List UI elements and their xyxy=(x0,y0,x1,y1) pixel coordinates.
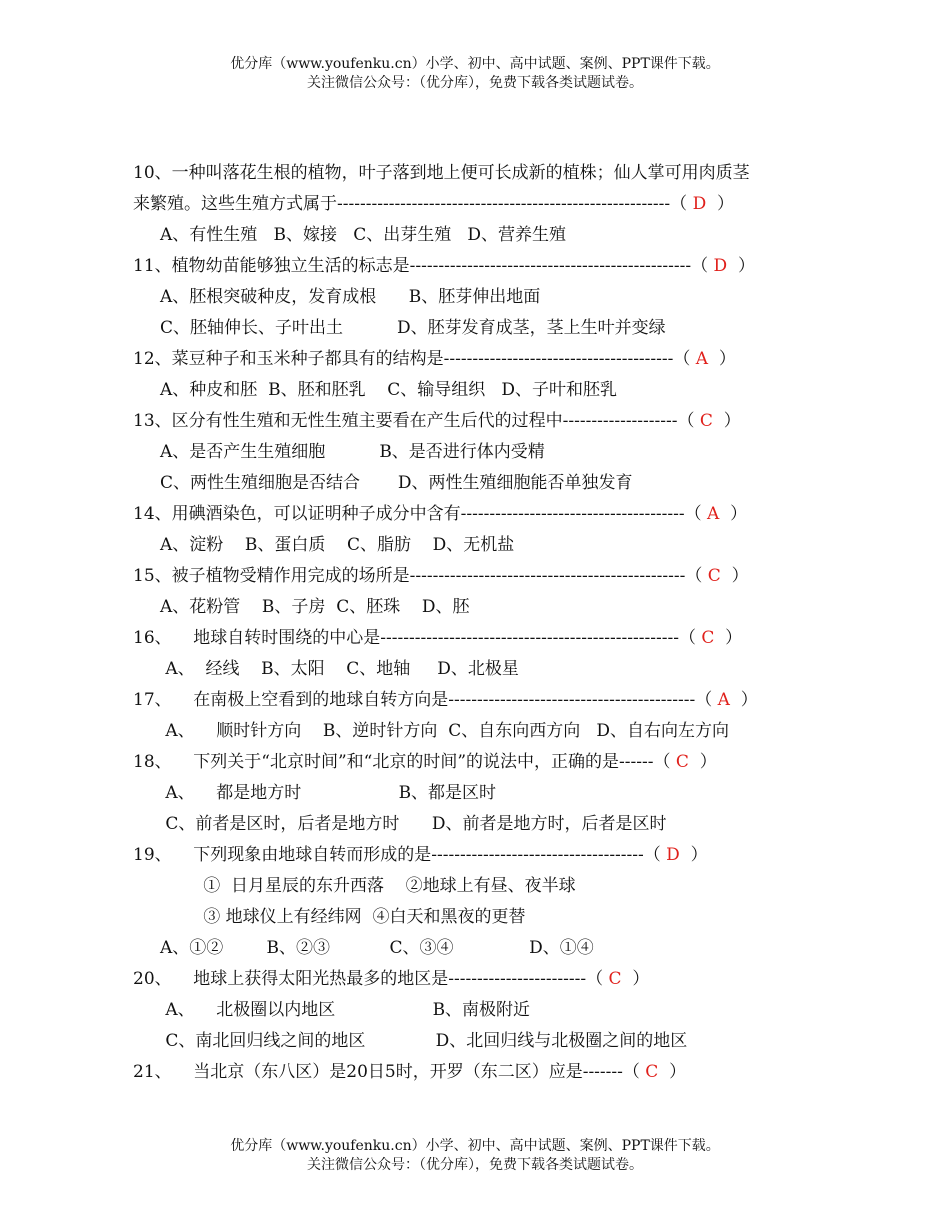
answer-close-paren: ） xyxy=(737,256,755,276)
question-item xyxy=(133,251,823,344)
option-text: A、淀粉 B、蛋白质 C、脂肪 D、无机盐 xyxy=(160,535,515,555)
question-item xyxy=(133,840,823,964)
question-item xyxy=(133,406,823,499)
option-line xyxy=(133,468,823,499)
answer-mark: C xyxy=(702,566,732,586)
option-text: A、胚根突破种皮，发育成根 B、胚芽伸出地面 xyxy=(160,287,541,307)
answer-mark: A xyxy=(712,690,741,710)
option-text: ① 日月星辰的东升西落 ②地球上有昼、夜半球 xyxy=(160,876,576,896)
question-stem-text: 19、 下列现象由地球自转而形成的是-------------------------------------（ xyxy=(133,845,661,865)
answer-close-paren: ） xyxy=(731,566,749,586)
option-line xyxy=(133,592,823,623)
question-item xyxy=(133,685,823,747)
option-text: ③ 地球仪上有经纬网 ④白天和黑夜的更替 xyxy=(160,907,526,927)
question-stem-line xyxy=(133,406,823,437)
question-stem-text: 16、 地球自转时围绕的中心是----------------------------------------------------（ xyxy=(133,628,696,648)
question-item xyxy=(133,747,823,840)
option-text: C、胚轴伸长、子叶出土 D、胚芽发育成茎，茎上生叶并变绿 xyxy=(160,318,666,338)
option-line xyxy=(133,995,823,1026)
question-stem-text: 20、 地球上获得太阳光热最多的地区是------------------------（ xyxy=(133,969,604,989)
answer-mark: D xyxy=(660,845,691,865)
answer-close-paren: ） xyxy=(740,690,758,710)
answer-close-paren: ） xyxy=(699,752,717,772)
answer-mark: C xyxy=(603,969,633,989)
question-stem-text: 10、一种叫落花生根的植物，叶子落到地上便可长成新的植株；仙人掌可用肉质茎 xyxy=(133,163,750,183)
option-line xyxy=(133,871,823,902)
question-item xyxy=(133,499,823,561)
question-list xyxy=(133,158,823,1088)
answer-mark: C xyxy=(670,752,700,772)
option-line xyxy=(133,778,823,809)
option-text: A、是否产生生殖细胞 B、是否进行体内受精 xyxy=(160,442,545,462)
question-stem-line xyxy=(133,623,823,654)
question-stem-text: 11、植物幼苗能够独立生活的标志是-------------------------------------------------（ xyxy=(133,256,709,276)
answer-close-paren: ） xyxy=(725,628,743,648)
header-line-1: 优分库（www.youfenku.cn）小学、初中、高中试题、案例、PPT课件下载。 xyxy=(230,56,720,72)
question-stem-line xyxy=(133,685,823,716)
question-stem-text: 17、 在南极上空看到的地球自转方向是-------------------------------------------（ xyxy=(133,690,713,710)
option-line xyxy=(133,282,823,313)
question-stem-text: 15、被子植物受精作用完成的场所是------------------------------------------------（ xyxy=(133,566,703,586)
question-stem-line xyxy=(133,499,823,530)
option-line xyxy=(133,933,823,964)
question-item xyxy=(133,964,823,1057)
option-line xyxy=(133,437,823,468)
question-item xyxy=(133,561,823,623)
question-stem-text: 13、区分有性生殖和无性生殖主要看在产生后代的过程中--------------------（ xyxy=(133,411,695,431)
question-stem-line xyxy=(133,251,823,282)
answer-close-paren: ） xyxy=(718,349,736,369)
answer-mark: A xyxy=(701,504,731,524)
option-line xyxy=(133,902,823,933)
option-text: A、种皮和胚 B、胚和胚乳 C、输导组织 D、子叶和胚乳 xyxy=(160,380,618,400)
option-line xyxy=(133,716,823,747)
question-stem-line xyxy=(133,561,823,592)
answer-close-paren: ） xyxy=(730,504,748,524)
option-text: A、花粉管 B、子房 C、胚珠 D、胚 xyxy=(160,597,470,617)
answer-mark: D xyxy=(687,194,718,214)
question-stem-text: 21、 当北京（东八区）是20日5时，开罗（东二区）应是-------（ xyxy=(133,1062,640,1082)
question-item xyxy=(133,158,823,251)
question-stem-line xyxy=(133,1057,823,1088)
question-stem-text: 12、菜豆种子和玉米种子都具有的结构是----------------------------------------（ xyxy=(133,349,691,369)
answer-close-paren: ） xyxy=(723,411,741,431)
footer-line-1: 优分库（www.youfenku.cn）小学、初中、高中试题、案例、PPT课件下载。 xyxy=(230,1138,720,1154)
question-stem-text: 18、 下列关于“北京时间”和“北京的时间”的说法中，正确的是------（ xyxy=(133,752,671,772)
question-stem-line xyxy=(133,189,823,220)
page-footer xyxy=(0,1137,950,1175)
answer-mark: C xyxy=(695,628,726,648)
option-line xyxy=(133,375,823,406)
option-text: C、两性生殖细胞是否结合 D、两性生殖细胞能否单独发育 xyxy=(160,473,633,493)
option-line xyxy=(133,654,823,685)
answer-mark: C xyxy=(639,1062,670,1082)
option-text: C、南北回归线之间的地区 D、北回归线与北极圈之间的地区 xyxy=(160,1031,688,1051)
question-stem-line xyxy=(133,158,823,189)
option-text: A、 经线 B、太阳 C、地轴 D、北极星 xyxy=(160,659,519,679)
header-line-2: 关注微信公众号：（优分库），免费下载各类试题试卷。 xyxy=(307,75,643,91)
question-item xyxy=(133,1057,823,1088)
option-line xyxy=(133,809,823,840)
answer-mark: A xyxy=(690,349,719,369)
option-line xyxy=(133,530,823,561)
question-stem-line xyxy=(133,964,823,995)
question-stem-text: 14、用碘酒染色，可以证明种子成分中含有---------------------------------------（ xyxy=(133,504,702,524)
answer-close-paren: ） xyxy=(690,845,708,865)
answer-close-paren: ） xyxy=(717,194,735,214)
answer-close-paren: ） xyxy=(669,1062,687,1082)
question-stem-line xyxy=(133,747,823,778)
question-stem-line xyxy=(133,344,823,375)
question-stem-line xyxy=(133,840,823,871)
question-stem-text: 来繁殖。这些生殖方式属于----------------------------------------------------------（ xyxy=(133,194,688,214)
question-item xyxy=(133,344,823,406)
option-text: A、 北极圈以内地区 B、南极附近 xyxy=(160,1000,531,1020)
option-text: A、 顺时针方向 B、逆时针方向 C、自东向西方向 D、自右向左方向 xyxy=(160,721,730,741)
answer-mark: C xyxy=(694,411,724,431)
page-header xyxy=(0,55,950,93)
answer-mark: D xyxy=(708,256,738,276)
option-text: A、 都是地方时 B、都是区时 xyxy=(160,783,497,803)
option-line xyxy=(133,220,823,251)
question-item xyxy=(133,623,823,685)
option-line xyxy=(133,1026,823,1057)
option-text: A、①② B、②③ C、③④ D、①④ xyxy=(160,938,594,958)
option-line xyxy=(133,313,823,344)
option-text: C、前者是区时，后者是地方时 D、前者是地方时，后者是区时 xyxy=(160,814,667,834)
footer-line-2: 关注微信公众号：（优分库），免费下载各类试题试卷。 xyxy=(307,1157,643,1173)
option-text: A、有性生殖 B、嫁接 C、出芽生殖 D、营养生殖 xyxy=(160,225,567,245)
answer-close-paren: ） xyxy=(632,969,650,989)
